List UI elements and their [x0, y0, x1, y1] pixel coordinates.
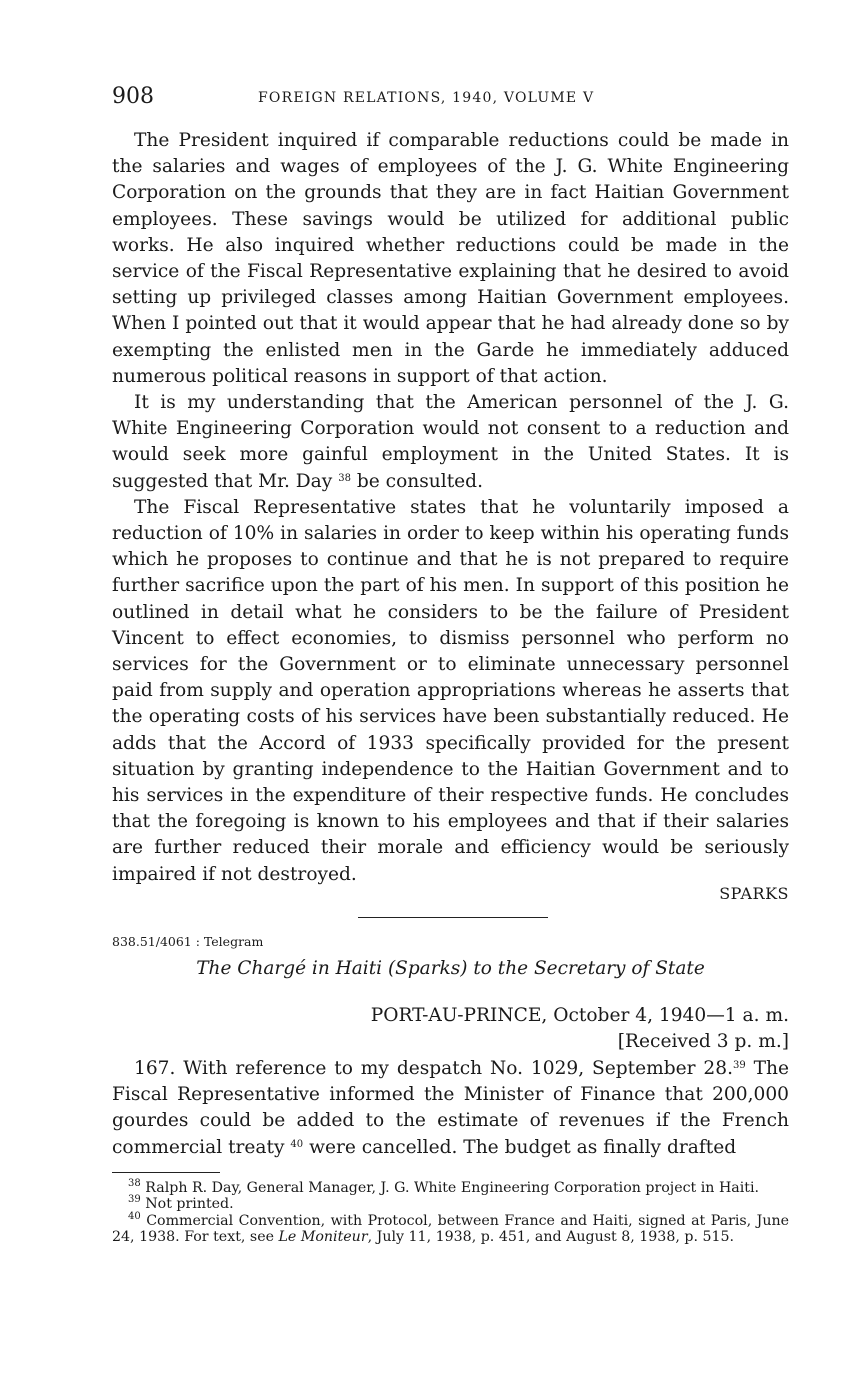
footnote-text: Commercial Convention, with Protocol, between France and Haiti, signed at Paris, June 24, 1938. For text, see [112, 1212, 789, 1245]
paragraph [112, 390, 789, 495]
footnote [112, 1210, 789, 1246]
running-head [112, 84, 789, 114]
footnote [112, 1180, 789, 1196]
document-title: The Chargé in Haiti (Sparks) to the Secretary of State [196, 958, 705, 979]
signature: SPARKS [719, 884, 789, 903]
paragraph: The Fiscal Representative states that he voluntarily imposed a reduction of 10% in salaries in order to keep within his operating funds which he proposes to continue and that he is not prepared to require further sacrifice upon the part of his men. In support of this position he outlined in detail what he considers to be the failure of President Vincent to effect economies, to dismiss personnel who perform no services for the Government or to eliminate unnecessary personnel paid from supply and operation appropriations whereas he asserts that the operating costs of his services have been substantially reduced. He adds that the Accord of 1933 specifically provided for the present situation by granting independence to the Haitian Government and to his services in the expenditure of their respective funds. He concludes that the foregoing is known to his employees and that if their salaries are further reduced their morale and efficiency would be seriously impaired if not destroyed. [112, 496, 789, 885]
dateline-received: [Received 3 p. m.] [617, 1031, 789, 1052]
footnotes [112, 1180, 789, 1245]
footnote-divider [112, 1172, 220, 1173]
paragraph-text: 167. With reference to my despatch No. 1029, September 28. [134, 1058, 734, 1079]
paragraph [112, 1056, 789, 1161]
body-text [112, 128, 789, 888]
paragraph-text: were cancelled. The budget as finally drafted [303, 1136, 737, 1158]
footnote-ref: 39 [733, 1060, 746, 1071]
section-divider [358, 917, 548, 918]
paragraph-text: The Fiscal Representative informed the Minister of Finance that 200,000 gourdes could be added to the estimate of revenues if the French commercial treaty [112, 1058, 790, 1158]
paragraph-text: be consulted. [350, 470, 484, 492]
running-title: FOREIGN RELATIONS, 1940, VOLUME V [258, 90, 595, 106]
footnote [112, 1196, 789, 1212]
paragraph-text: It is my understanding that the American personnel of the J. G. White Engineering Corporation would not consent to a reduction and would seek more gainful employment in the United States. It is suggested that Mr. Day [112, 392, 789, 492]
footnote-mark: 40 [128, 1210, 141, 1222]
footnote-text: , July 11, 1938, p. 451, and August 8, 1938, p. 515. [367, 1228, 735, 1245]
page-number: 908 [112, 84, 154, 109]
footnote-ref: 38 [338, 472, 351, 484]
footnote-text: Not printed. [145, 1196, 234, 1213]
telegram-text [112, 1056, 789, 1161]
file-reference: 838.51/4061 : Telegram [112, 934, 264, 949]
footnote-text: Ralph R. Day, General Manager, J. G. White Engineering Corporation project in Haiti. [145, 1180, 760, 1196]
footnote-mark: 38 [128, 1178, 141, 1189]
paragraph: The President inquired if comparable reductions could be made in the salaries and wages of employees of the J. G. White Engineering Corporation on the grounds that they are in fact Haitian Government employees. These savings would be utilized for additional public works. He also inquired whether reductions could be made in the service of the Fiscal Representative explaining that he desired to avoid setting up privileged classes among Haitian Government employees. When I pointed out that it would appear that he had already done so by exempting the enlisted men in the Garde he immediately adduced numerous political reasons in support of that action. [112, 130, 789, 387]
dateline [371, 1003, 789, 1055]
footnote-ref: 40 [290, 1138, 304, 1150]
dateline-place-date: PORT-AU-PRINCE, October 4, 1940—1 a. m. [370, 1005, 789, 1026]
footnote-italic: Le Moniteur [278, 1228, 368, 1245]
footnote-mark: 39 [128, 1194, 141, 1206]
